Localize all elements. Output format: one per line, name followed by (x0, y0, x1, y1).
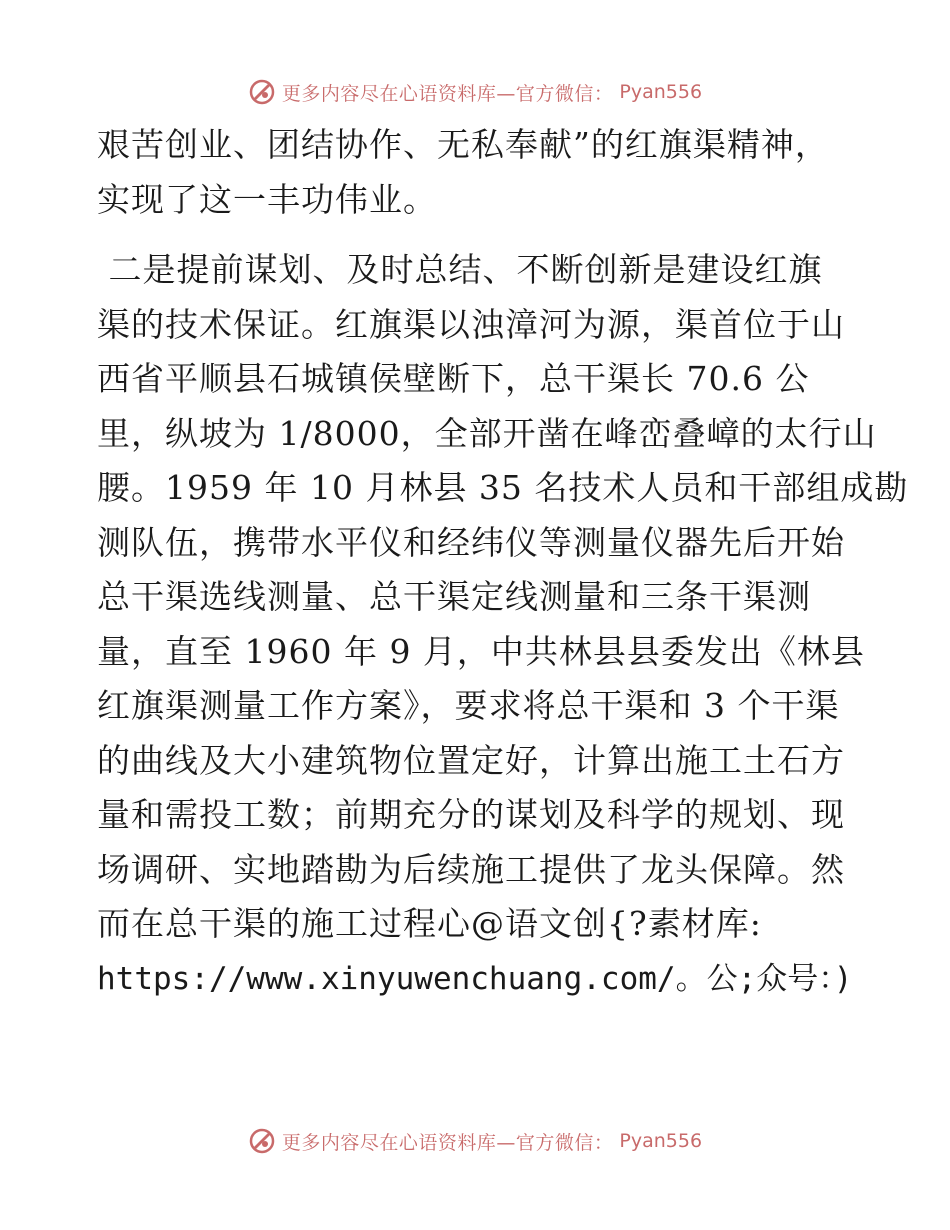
document-body (97, 118, 909, 1006)
paragraph-2 (97, 243, 909, 1006)
watermark-text: 更多内容尽在心语资料库—官方微信： (281, 1131, 614, 1154)
text-line: 西省平顺县石城镇侯壁断下，总干渠长 70.6 公 (97, 359, 810, 398)
text-line: 量，直至 1960 年 9 月，中共林县县委发出《林县 (97, 631, 865, 671)
text-line: 里，纵坡为 1/8000，全部开凿在峰峦叠嶂的太行山 (97, 413, 877, 453)
text-line: 的曲线及大小建筑物位置定好，计算出施工土石方 (97, 740, 845, 780)
text-line: 总干渠选线测量、总干渠定线测量和三条干渠测 (97, 577, 811, 616)
text-line: 红旗渠测量工作方案》，要求将总干渠和 3 个干渠 (97, 686, 840, 725)
text-line: 腰。1959 年 10 月林县 35 名技术人员和干部组成勘 (97, 468, 909, 507)
watermark-wechat-id: Pyan556 (619, 1130, 703, 1152)
text-line: 场调研、实地踏勘为后续施工提供了龙头保障。然 (97, 849, 845, 889)
text-line: 量和需投工数；前期充分的谋划及科学的规划、现 (97, 795, 845, 834)
text-line-url: https://www.xinyuwenchuang.com/。公;众号：) (97, 960, 853, 997)
text-line: 艰苦创业、团结协作、无私奉献”的红旗渠精神， (97, 125, 829, 164)
text-line: 二是提前谋划、及时总结、不断创新是建设红旗 (97, 250, 823, 289)
text-line: 而在总干渠的施工过程心@语文创{?素材库: (97, 904, 762, 943)
logo-icon (248, 78, 276, 106)
text-line: 渠的技术保证。红旗渠以浊漳河为源，渠首位于山 (97, 304, 845, 344)
header-watermark (0, 72, 950, 112)
watermark-wechat-id: Pyan556 (619, 81, 703, 103)
footer-watermark (0, 1121, 950, 1161)
paragraph-1 (97, 118, 857, 227)
watermark-text: 更多内容尽在心语资料库—官方微信： (281, 82, 614, 105)
logo-icon (248, 1127, 276, 1155)
text-line: 测队伍，携带水平仪和经纬仪等测量仪器先后开始 (97, 522, 845, 562)
text-line: 实现了这一丰功伟业。 (97, 179, 437, 219)
